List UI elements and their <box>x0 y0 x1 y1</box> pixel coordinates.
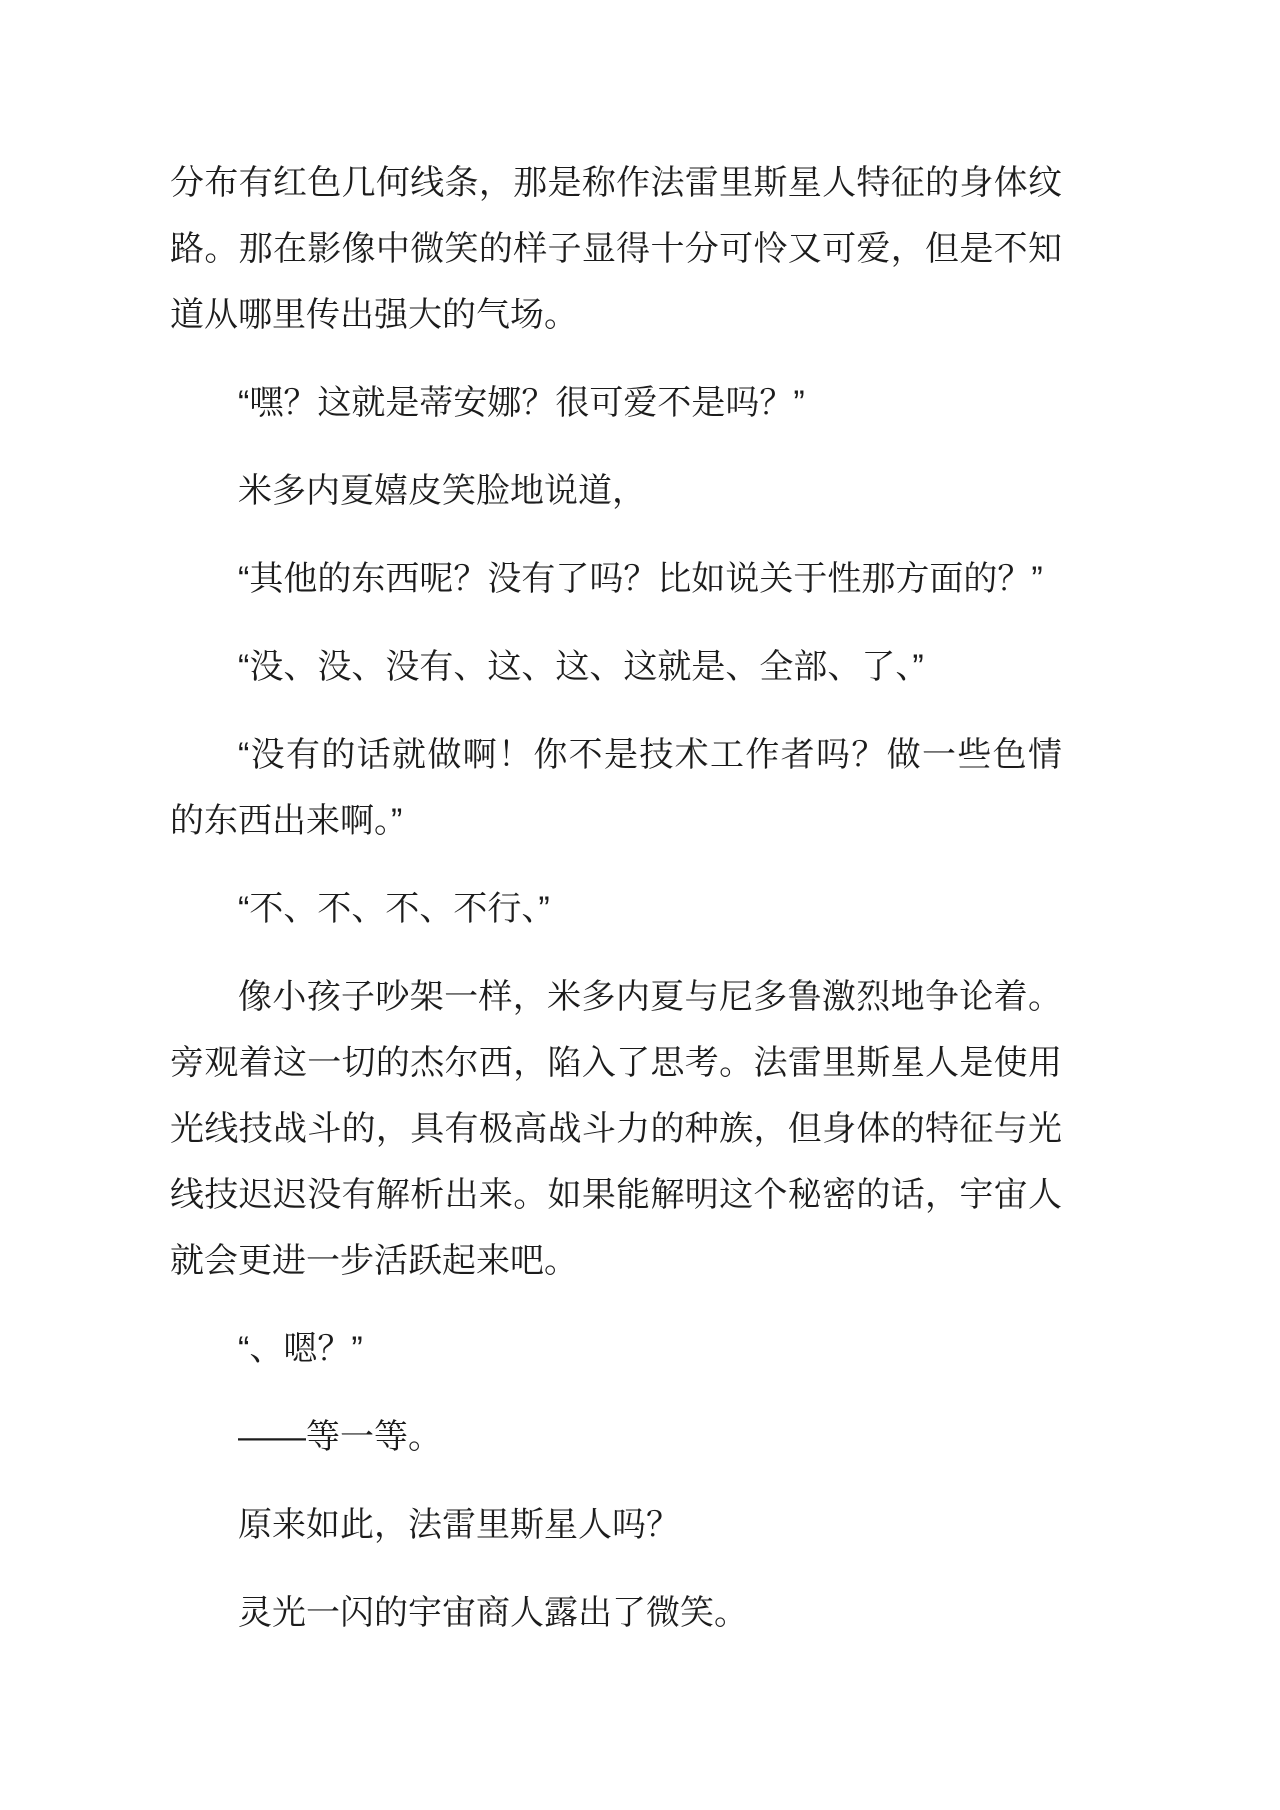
paragraph: “、嗯？” <box>238 1330 363 1368</box>
paragraph: ——等一等。 <box>238 1418 442 1456</box>
text-content <box>170 150 1062 1646</box>
paragraph: “不、不、不、不行、” <box>238 890 550 928</box>
paragraph: “没有的话就做啊！你不是技术工作者吗？做一些色情的东西出来啊。” <box>170 736 1062 840</box>
paragraph: 米多内夏嬉皮笑脸地说道， <box>238 472 646 510</box>
paragraph: “没、没、没有、这、这、这就是、全部、了、” <box>238 648 924 686</box>
paragraph: “其他的东西呢？没有了吗？比如说关于性那方面的？” <box>238 560 1043 598</box>
paragraph: 灵光一闪的宇宙商人露出了微笑。 <box>238 1594 748 1632</box>
paragraph: 原来如此，法雷里斯星人吗？ <box>238 1506 680 1544</box>
paragraph: 分布有红色几何线条，那是称作法雷里斯星人特征的身体纹路。那在影像中微笑的样子显得十分可怜又可爱，但是不知道从哪里传出强大的气场。 <box>170 164 1062 334</box>
paragraph: “嘿？这就是蒂安娜？很可爱不是吗？” <box>238 384 805 422</box>
paragraph: 像小孩子吵架一样，米多内夏与尼多鲁激烈地争论着。旁观着这一切的杰尔西，陷入了思考。法雷里斯星人是使用光线技战斗的，具有极高战斗力的种族，但身体的特征与光线技迟迟没有解析出来。如果能解明这个秘密的话，宇宙人就会更进一步活跃起来吧。 <box>170 978 1062 1280</box>
